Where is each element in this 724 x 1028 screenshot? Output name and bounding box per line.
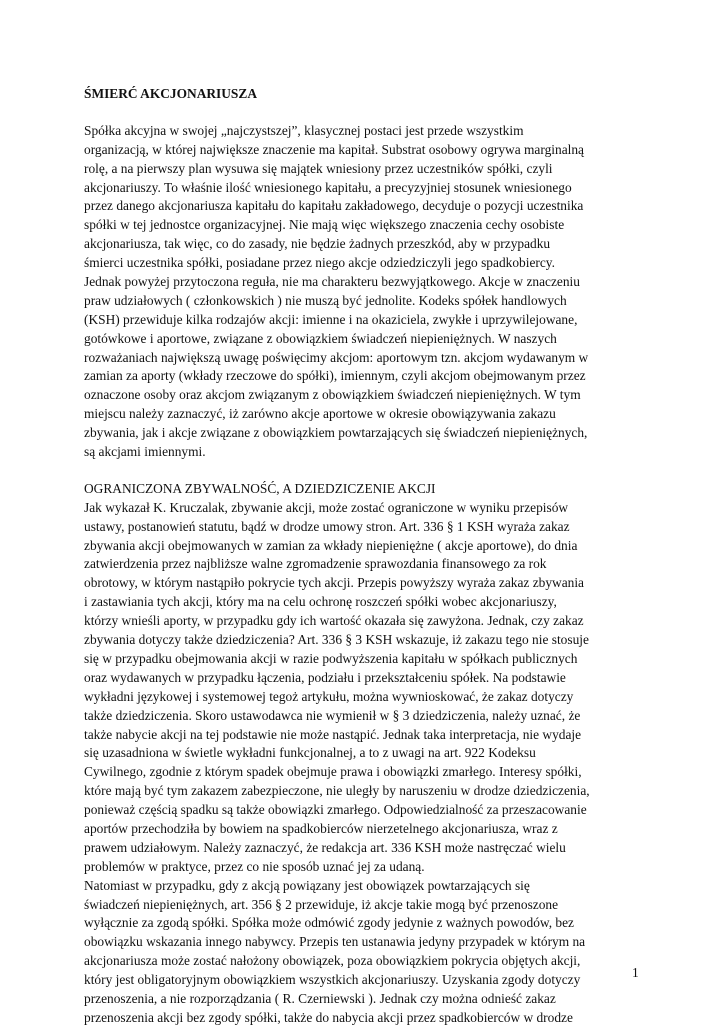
spacer bbox=[84, 104, 642, 122]
text-line: prawem udziałowym. Należy zaznaczyć, że redakcja art. 336 KSH może nastręczać wielu bbox=[84, 839, 566, 855]
text-line: są akcjami imiennymi. bbox=[84, 444, 206, 460]
text-line: akcjonariuszy. To właśnie ilość wniesionego kapitału, a precyzyjniej stosunek wniesionego bbox=[84, 179, 572, 195]
text-line: Jednak powyżej przytoczona reguła, nie ma charakteru bezwyjątkowego. Akcje w znaczeniu bbox=[84, 274, 580, 290]
text-line: rozważaniach największą uwagę poświęcimy akcjom: aportowym tzn. akcjom wydawanym w bbox=[84, 349, 589, 365]
page-number: 1 bbox=[632, 965, 639, 980]
text-line: przenoszenia, a nie rozporządzania ( R. Czerniewski ). Jednak czy można odnieść zakaz bbox=[84, 990, 556, 1006]
text-line: które mają być tym zakazem zabezpieczone, nie uległy by naruszeniu w drodze dziedziczenia, bbox=[84, 783, 590, 799]
text-line: rolę, a na pierwszy plan wysuwa się majątek wniesiony przez uczestników spółki, czyli bbox=[84, 160, 553, 176]
text-line: się uzasadniona w świetle wykładni funkcjonalnej, a to z uwagi na art. 922 Kodeksu bbox=[84, 745, 536, 761]
text-line: wyłącznie za zgodą spółki. Spółka może odmówić zgody jedynie z ważnych powodów, bez bbox=[84, 915, 574, 931]
text-line: akcjonariusza może zostać nałożony obowiązek, poza obowiązkiem pokrycia objętych akcji, bbox=[84, 953, 581, 969]
text-line: problemów w praktyce, przez co nie sposób uznać jej za udaną. bbox=[84, 858, 425, 874]
text-line: Natomiast w przypadku, gdy z akcją powiązany jest obowiązek powtarzających się bbox=[84, 877, 530, 893]
text-line: świadczeń niepieniężnych, art. 356 § 2 przewiduje, iż akcje takie mogą być przenoszone bbox=[84, 896, 559, 912]
text-line: który jest obligatoryjnym obowiązkiem wszystkich akcjonariuszy. Uzyskania zgody dotyczy bbox=[84, 972, 581, 988]
text-line: praw udziałowych ( członkowskich ) nie muszą być jednolite. Kodeks spółek handlowych bbox=[84, 292, 567, 308]
text-line: którzy wnieśli aporty, w przypadku gdy ich wartość okazała się zawyżona. Jednak, czy zakaz bbox=[84, 613, 584, 629]
spacer bbox=[84, 462, 642, 480]
paragraph-intro bbox=[84, 122, 642, 462]
text-line: obowiązku wskazania innego nabywcy. Przepis ten ustanawia jedyny przypadek w którym na bbox=[84, 934, 586, 950]
text-line: Spółka akcyjna w swojej „najczystszej”, klasycznej postaci jest przede wszystkim bbox=[84, 122, 524, 138]
paragraph-limited-transferability bbox=[84, 499, 642, 1028]
text-line: gotówkowe i aportowe, związane z obowiązkiem świadczeń niepieniężnych. W naszych bbox=[84, 330, 557, 346]
text-line: miejscu należy zaznaczyć, iż zarówno akcje aportowe w okresie obowiązywania zakazu bbox=[84, 406, 556, 422]
text-line: także dziedziczenia. Skoro ustawodawca nie wymienił w § 3 dziedziczenia, należy uznać, że bbox=[84, 707, 581, 723]
text-line: (KSH) przewiduje kilka rodzajów akcji: imienne i na okaziciela, zwykłe i uprzywilejowane, bbox=[84, 311, 578, 327]
text-line: się w przypadku obejmowania akcji w razie podwyższenia kapitału w spółkach publicznych bbox=[84, 650, 578, 666]
text-line: ponieważ częścią spadku są także obowiązki zmarłego. Odpowiedzialność za przeszacowanie bbox=[84, 802, 587, 818]
text-line: ustawy, postanowień statutu, bądź w drodze umowy stron. Art. 336 § 1 KSH wyraża zakaz bbox=[84, 518, 570, 534]
text-line: zbywania dotyczy także dziedziczenia? Art. 336 § 3 KSH wskazuje, iż zakazu tego nie stosuje bbox=[84, 632, 589, 648]
text-line: obrotowy, w którym nastąpiło pokrycie tych akcji. Przepis powyższy wyraża zakaz zbywania bbox=[84, 575, 584, 591]
text-line: Cywilnego, zgodnie z którym spadek obejmuje prawa i obowiązki zmarłego. Interesy spółki, bbox=[84, 764, 582, 780]
text-line: zbywania akcji obejmowanych w zamian za wkłady niepieniężne ( akcje aportowe), do dnia bbox=[84, 537, 578, 553]
text-line: wykładni językowej i systemowej tegoż artykułu, można wywnioskować, że zakaz dotyczy bbox=[84, 688, 574, 704]
section-heading: OGRANICZONA ZBYWALNOŚĆ, A DZIEDZICZENIE AKCJI bbox=[84, 480, 436, 496]
text-line: spółki w tej jednostce organizacyjnej. Nie mają więc większego znaczenia cechy osobiste bbox=[84, 217, 565, 233]
text-line: śmierci uczestnika spółki, posiadane przez niego akcje odziedziczyli jego spadkobiercy. bbox=[84, 255, 555, 271]
text-line: zatwierdzenia przez najbliższe walne zgromadzenie sprawozdania finansowego za rok bbox=[84, 556, 547, 572]
text-line: oznaczone osoby oraz akcjom związanym z obowiązkiem świadczeń niepieniężnych. W tym bbox=[84, 387, 581, 403]
text-line: zbywania, jak i akcje związane z obowiązkiem powtarzających się świadczeń niepieniężnych, bbox=[84, 425, 588, 441]
text-line: także nabycie akcji na tej podstawie nie może nastąpić. Jednak taka interpretacja, nie wydaje bbox=[84, 726, 582, 742]
text-line: aportów przechodziła by bowiem na spadkobierców nierzetelnego akcjonariusza, wraz z bbox=[84, 820, 558, 836]
text-line: organizacją, w której największe znaczenie ma kapitał. Substrat osobowy ogrywa marginalną bbox=[84, 141, 584, 157]
page-title: ŚMIERĆ AKCJONARIUSZA bbox=[84, 86, 257, 101]
document-body bbox=[84, 85, 642, 1028]
text-line: oraz wydawanych w przypadku łączenia, podziału i przekształceniu spółek. Na podstawie bbox=[84, 669, 566, 685]
text-line: przenoszenia akcji bez zgody spółki, także do nabycia akcji przez spadkobierców w drodze bbox=[84, 1009, 573, 1025]
text-line: Jak wykazał K. Kruczalak, zbywanie akcji, może zostać ograniczone w wyniku przepisów bbox=[84, 499, 569, 515]
text-line: akcjonariusza, tak więc, co do zasady, nie będzie żadnych przeszkód, aby w przypadku bbox=[84, 236, 551, 252]
text-line: przez danego akcjonariusza kapitału do kapitału zakładowego, decyduje o pozycji uczestnika bbox=[84, 198, 584, 214]
text-line: i zastawiania tych akcji, który ma na celu ochronę roszczeń spółki wobec akcjonariuszy, bbox=[84, 594, 557, 610]
text-line: zamian za aporty (wkłady rzeczowe do spółki), imiennym, czyli akcjom obejmowanym przez bbox=[84, 368, 586, 384]
